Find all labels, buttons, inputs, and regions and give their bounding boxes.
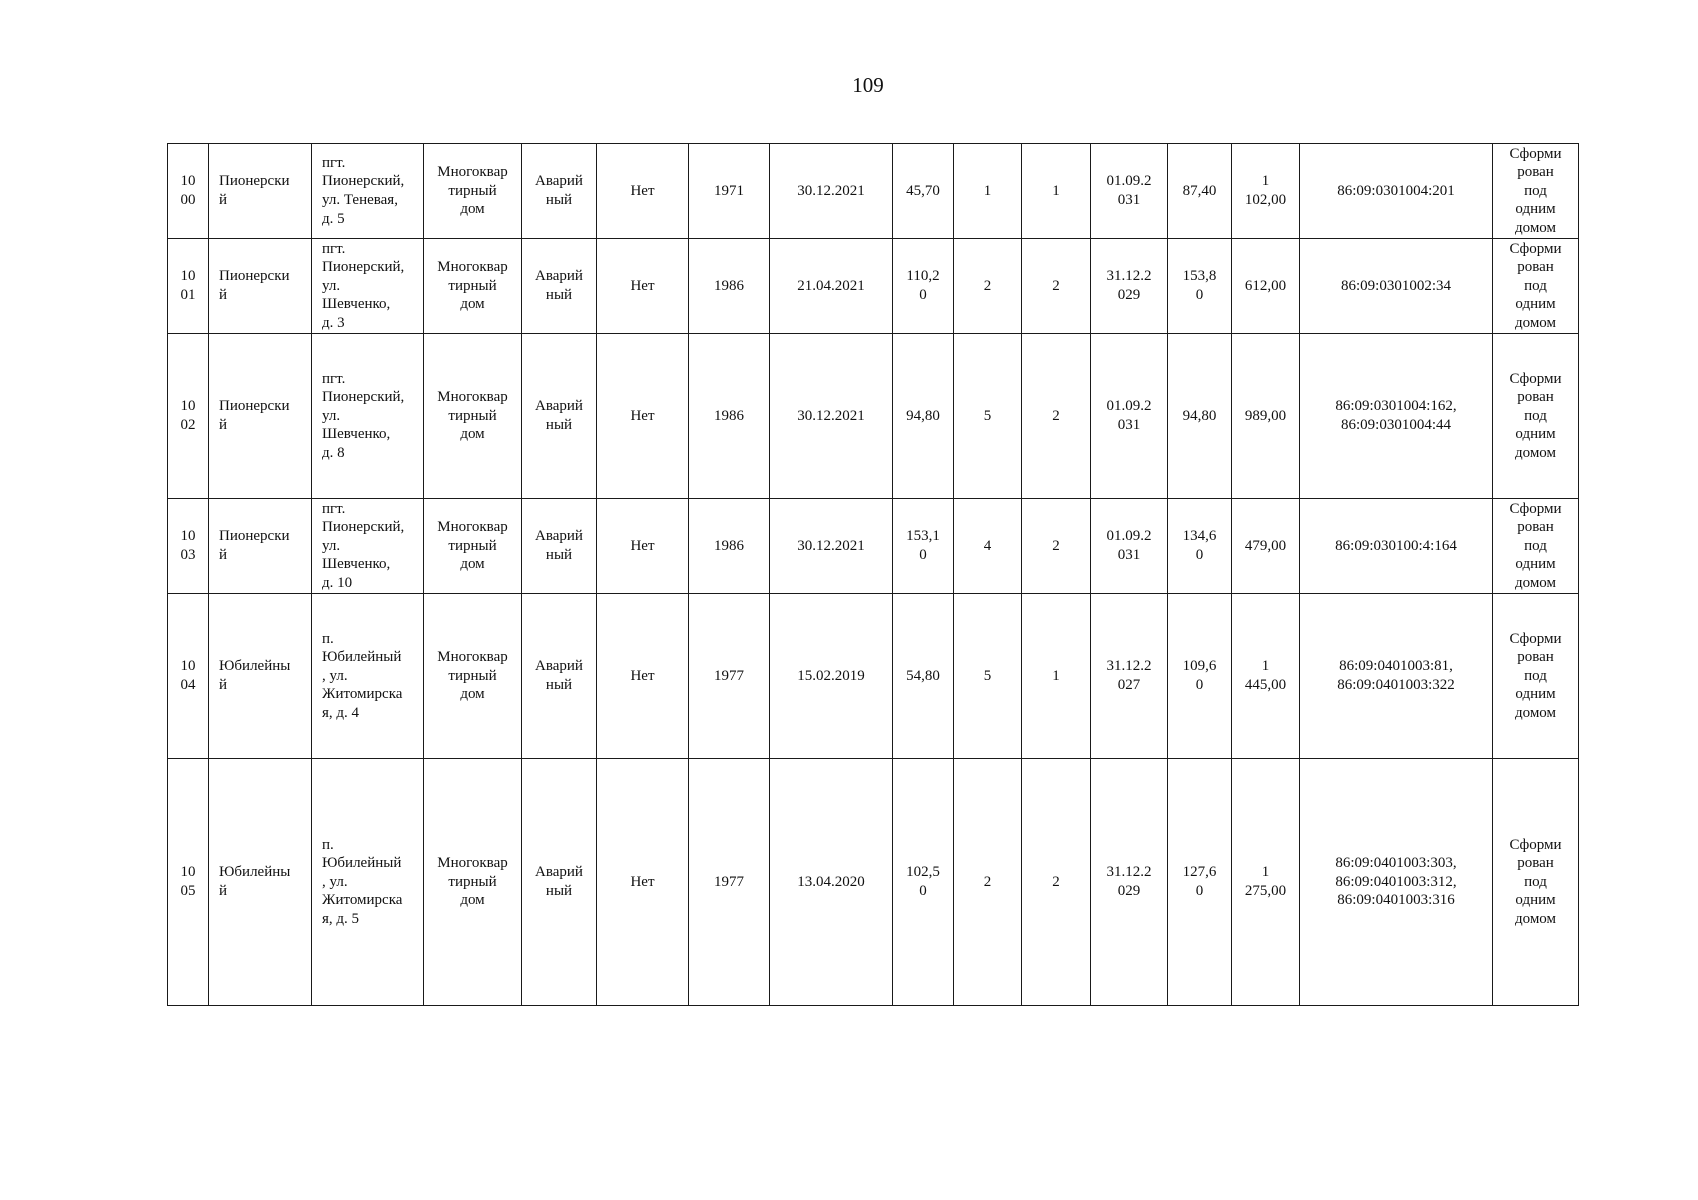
cell-residents: 1 [954,144,1022,239]
cell-status: Аварий ный [522,144,597,239]
cell-year: 1986 [689,239,770,334]
cell-land-area: 479,00 [1232,499,1300,594]
cell-settlement: Пионерски й [209,334,312,499]
cell-building-type: Многоквар тирный дом [424,334,522,499]
cell-living-area: 109,6 0 [1168,594,1232,759]
cell-building-type: Многоквар тирный дом [424,144,522,239]
cell-premises: 1 [1022,144,1091,239]
cell-residents: 5 [954,334,1022,499]
cell-cadastral-number: 86:09:0301002:34 [1300,239,1493,334]
cell-date-planned: 31.12.2 027 [1091,594,1168,759]
cell-area: 54,80 [893,594,954,759]
cell-residents: 2 [954,239,1022,334]
cell-settlement: Пионерски й [209,499,312,594]
cell-premises: 2 [1022,334,1091,499]
cell-residents: 5 [954,594,1022,759]
cell-date-recognized: 21.04.2021 [770,239,893,334]
cell-date-recognized: 30.12.2021 [770,334,893,499]
cell-land-area: 1 275,00 [1232,759,1300,1006]
cell-building-type: Многоквар тирный дом [424,239,522,334]
cell-date-planned: 31.12.2 029 [1091,759,1168,1006]
cell-number: 10 01 [168,239,209,334]
cell-year: 1971 [689,144,770,239]
cell-land-area: 612,00 [1232,239,1300,334]
cell-building-type: Многоквар тирный дом [424,759,522,1006]
cell-settlement: Пионерски й [209,239,312,334]
cell-address: п. Юбилейный , ул. Житомирска я, д. 5 [312,759,424,1006]
cell-land-area: 1 102,00 [1232,144,1300,239]
cell-residents: 2 [954,759,1022,1006]
cell-premises: 1 [1022,594,1091,759]
table-row [168,759,1579,1006]
cell-date-planned: 01.09.2 031 [1091,334,1168,499]
cell-status: Аварий ный [522,239,597,334]
cell-land-area: 989,00 [1232,334,1300,499]
cell-year: 1986 [689,334,770,499]
cell-status: Аварий ный [522,334,597,499]
table-row [168,144,1579,239]
cell-status: Аварий ный [522,594,597,759]
cell-living-area: 153,8 0 [1168,239,1232,334]
cell-cadastral-number: 86:09:0401003:303, 86:09:0401003:312, 86:09:0401003:316 [1300,759,1493,1006]
cell-number: 10 02 [168,334,209,499]
cell-note: Сформи рован под одним домом [1493,334,1579,499]
cell-flag: Нет [597,239,689,334]
cell-note: Сформи рован под одним домом [1493,144,1579,239]
cell-building-type: Многоквар тирный дом [424,499,522,594]
cell-date-recognized: 30.12.2021 [770,144,893,239]
cell-address: пгт. Пионерский, ул. Шевченко, д. 3 [312,239,424,334]
cell-area: 45,70 [893,144,954,239]
cell-address: п. Юбилейный , ул. Житомирска я, д. 4 [312,594,424,759]
cell-date-recognized: 15.02.2019 [770,594,893,759]
cell-cadastral-number: 86:09:0301004:162, 86:09:0301004:44 [1300,334,1493,499]
cell-note: Сформи рован под одним домом [1493,759,1579,1006]
cell-flag: Нет [597,499,689,594]
cell-number: 10 05 [168,759,209,1006]
cell-premises: 2 [1022,499,1091,594]
table-row [168,334,1579,499]
cell-note: Сформи рован под одним домом [1493,594,1579,759]
cell-address: пгт. Пионерский, ул. Шевченко, д. 10 [312,499,424,594]
cell-area: 153,1 0 [893,499,954,594]
cell-living-area: 94,80 [1168,334,1232,499]
cell-number: 10 04 [168,594,209,759]
table-row [168,499,1579,594]
cell-living-area: 87,40 [1168,144,1232,239]
cell-number: 10 00 [168,144,209,239]
cell-cadastral-number: 86:09:0301004:201 [1300,144,1493,239]
housing-table [167,143,1579,1006]
cell-flag: Нет [597,759,689,1006]
cell-area: 94,80 [893,334,954,499]
cell-area: 110,2 0 [893,239,954,334]
cell-note: Сформи рован под одним домом [1493,499,1579,594]
cell-premises: 2 [1022,239,1091,334]
page-number: 109 [852,73,884,97]
cell-settlement: Юбилейны й [209,594,312,759]
cell-premises: 2 [1022,759,1091,1006]
cell-settlement: Юбилейны й [209,759,312,1006]
cell-year: 1986 [689,499,770,594]
cell-flag: Нет [597,144,689,239]
cell-residents: 4 [954,499,1022,594]
cell-date-planned: 31.12.2 029 [1091,239,1168,334]
cell-settlement: Пионерски й [209,144,312,239]
cell-year: 1977 [689,759,770,1006]
cell-date-recognized: 30.12.2021 [770,499,893,594]
cell-date-planned: 01.09.2 031 [1091,499,1168,594]
cell-note: Сформи рован под одним домом [1493,239,1579,334]
cell-living-area: 127,6 0 [1168,759,1232,1006]
cell-flag: Нет [597,594,689,759]
cell-flag: Нет [597,334,689,499]
cell-date-recognized: 13.04.2020 [770,759,893,1006]
cell-date-planned: 01.09.2 031 [1091,144,1168,239]
cell-cadastral-number: 86:09:030100:4:164 [1300,499,1493,594]
cell-address: пгт. Пионерский, ул. Шевченко, д. 8 [312,334,424,499]
cell-status: Аварий ный [522,759,597,1006]
table-row [168,594,1579,759]
cell-area: 102,5 0 [893,759,954,1006]
cell-building-type: Многоквар тирный дом [424,594,522,759]
cell-cadastral-number: 86:09:0401003:81, 86:09:0401003:322 [1300,594,1493,759]
table-row [168,239,1579,334]
cell-status: Аварий ный [522,499,597,594]
cell-living-area: 134,6 0 [1168,499,1232,594]
cell-address: пгт. Пионерский, ул. Теневая, д. 5 [312,144,424,239]
cell-land-area: 1 445,00 [1232,594,1300,759]
cell-number: 10 03 [168,499,209,594]
cell-year: 1977 [689,594,770,759]
